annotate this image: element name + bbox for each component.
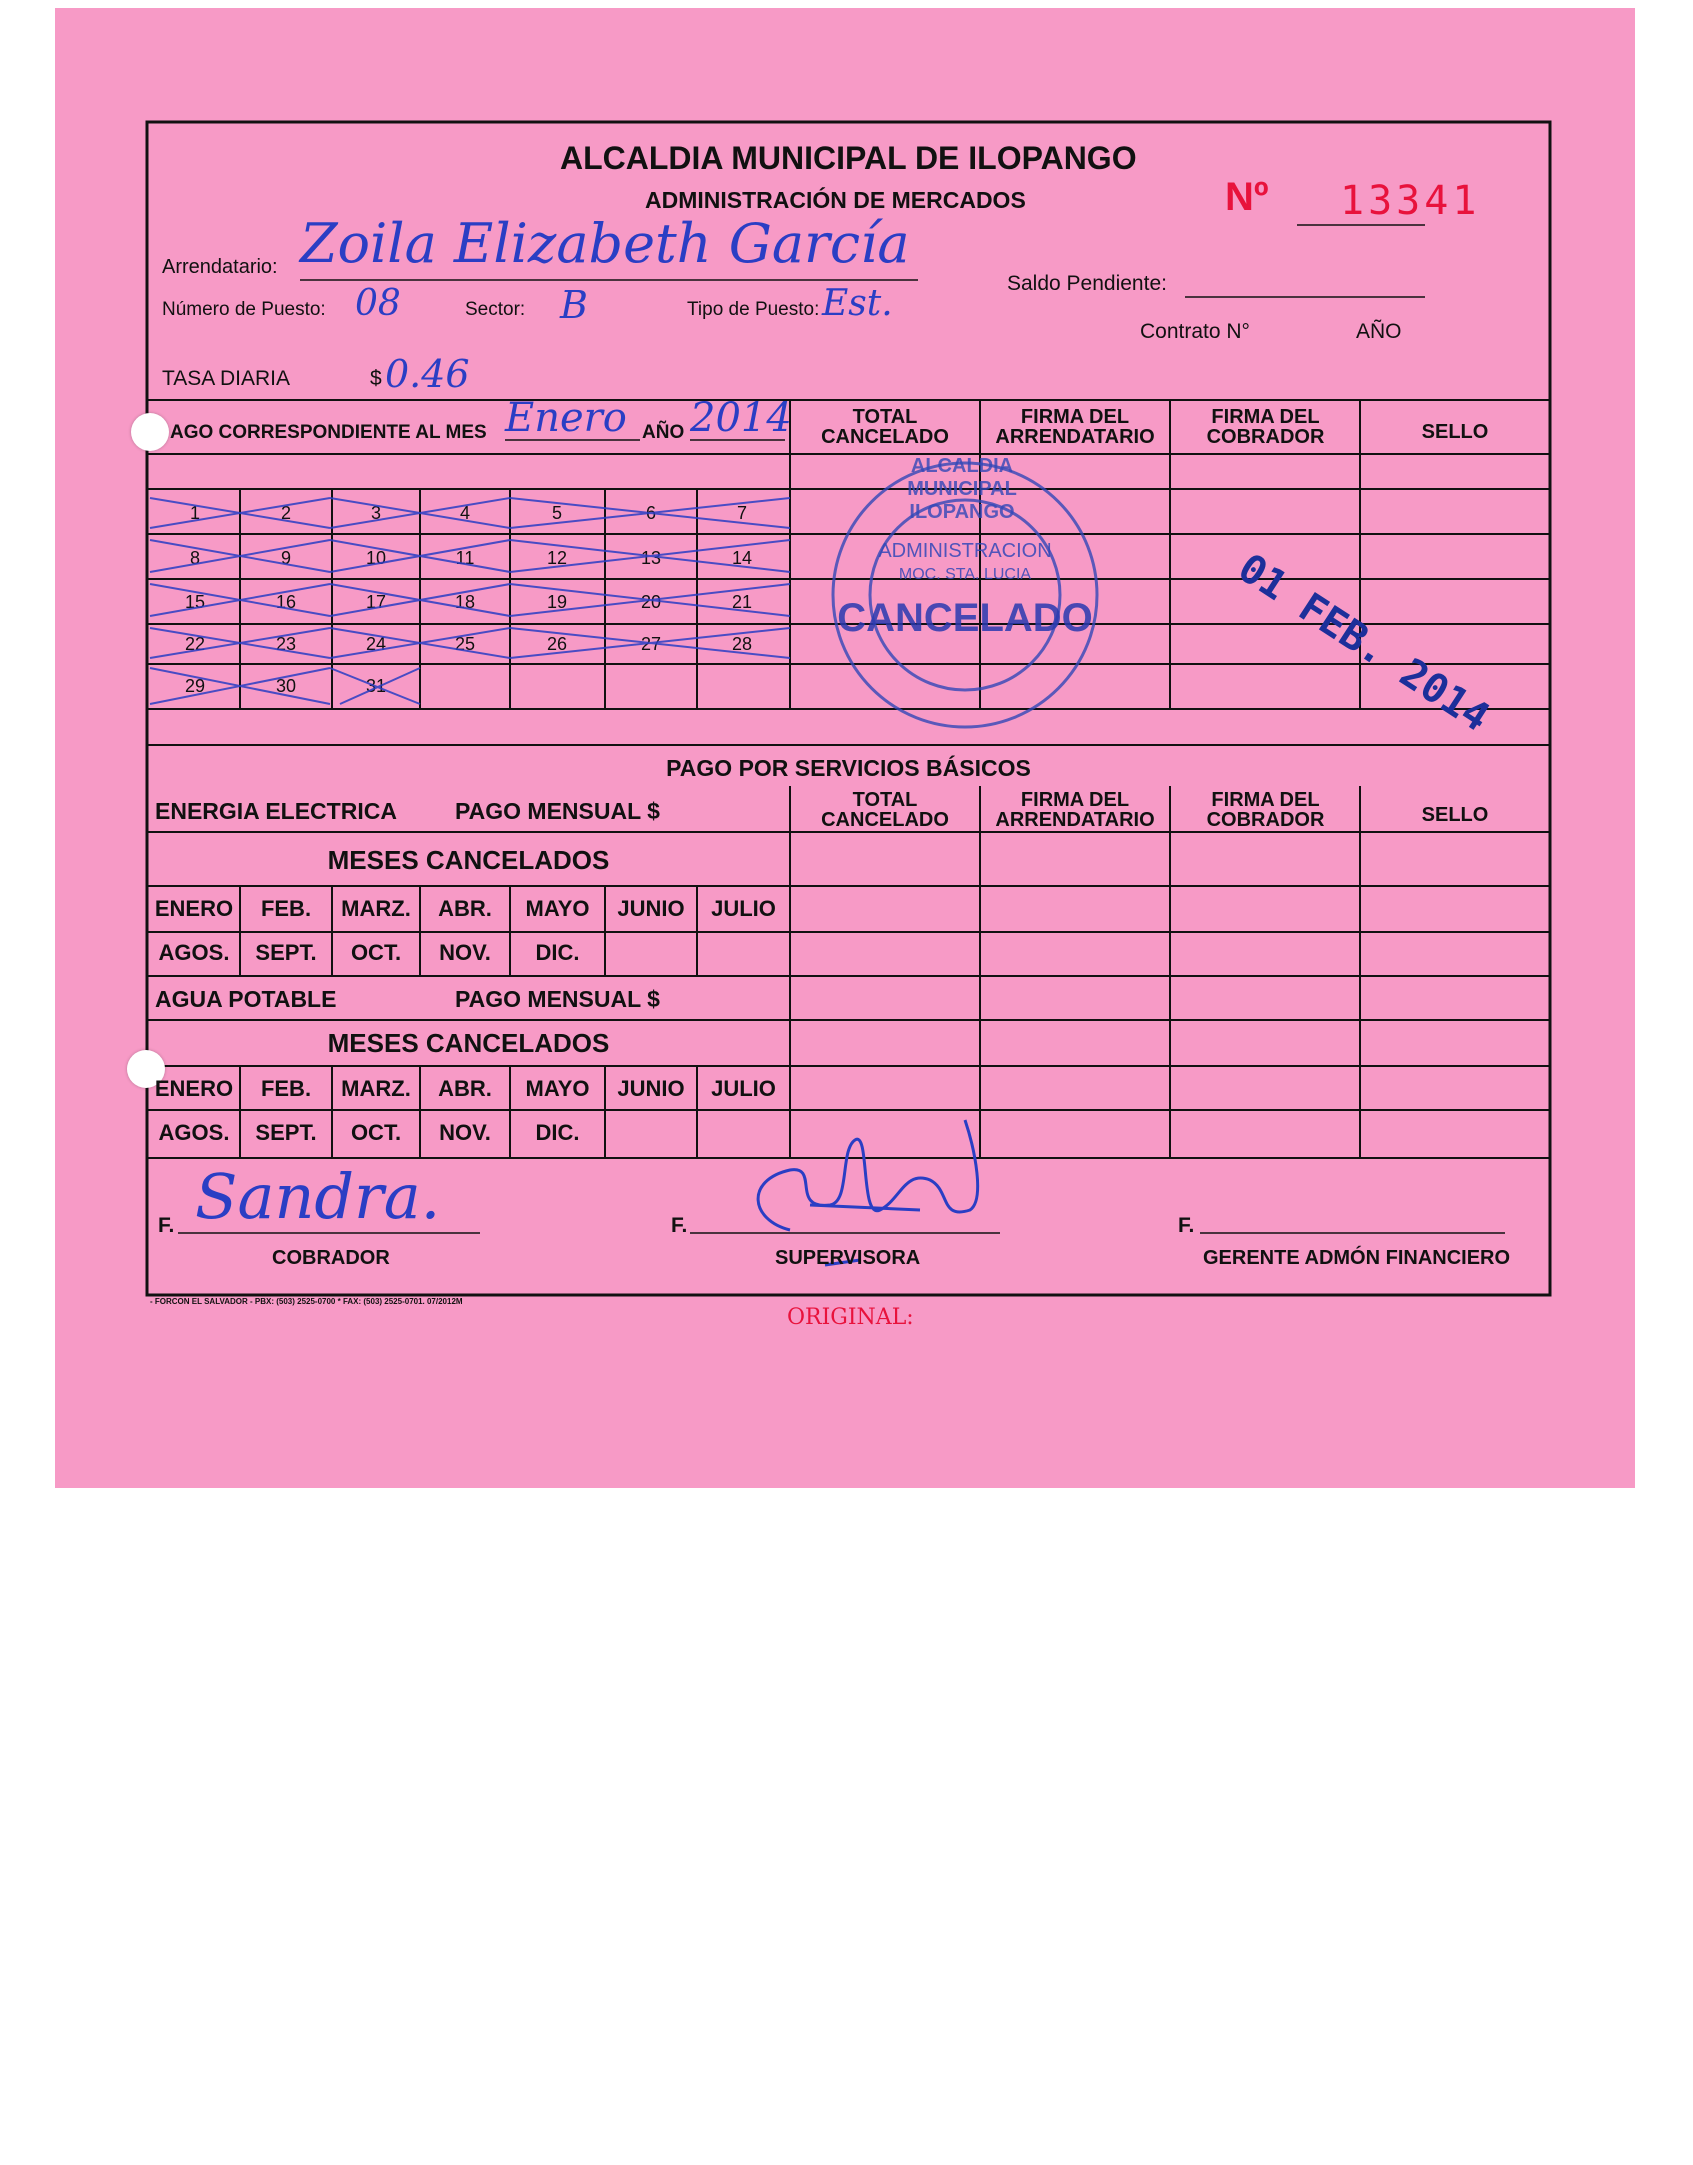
- month-cell: OCT.: [350, 1120, 402, 1145]
- month-cell: AGOS.: [158, 1120, 230, 1145]
- tasa-label: TASA DIARIA: [162, 367, 290, 390]
- supervisora-label: SUPERVISORA: [775, 1247, 921, 1269]
- copy-label: ORIGINAL:: [787, 1305, 914, 1330]
- day-cell: 12: [546, 548, 568, 568]
- month-cell: ABR.: [438, 1076, 492, 1101]
- page-subtitle: ADMINISTRACIÓN DE MERCADOS: [645, 187, 1026, 213]
- day-cell: 28: [731, 634, 753, 654]
- services-title: PAGO POR SERVICIOS BÁSICOS: [666, 755, 1031, 781]
- day-cell: 29: [184, 676, 206, 696]
- cobrador-f-label: F.: [158, 1214, 175, 1237]
- month-cell: MARZ.: [341, 1076, 411, 1101]
- receipt-number: 13341: [1340, 178, 1481, 224]
- stamp-line1: ADMINISTRACION: [878, 540, 1052, 562]
- month-cell: MAYO: [525, 896, 590, 921]
- month-cell: DIC.: [535, 940, 580, 965]
- energy-meses-label: MESES CANCELADOS: [327, 845, 610, 875]
- month-cell: FEB.: [260, 1076, 312, 1101]
- day-cell: 30: [275, 676, 297, 696]
- day-cell: 24: [365, 634, 387, 654]
- month-cell: JUNIO: [617, 896, 685, 921]
- day-cell: 14: [731, 548, 753, 568]
- day-cell: 5: [551, 503, 562, 523]
- svc-col-firma-arrendatario: FIRMA DEL ARRENDATARIO: [995, 789, 1155, 831]
- day-cell: 23: [275, 634, 297, 654]
- day-cell: 22: [184, 634, 206, 654]
- sector-label: Sector:: [465, 299, 526, 320]
- day-cell: 18: [454, 592, 476, 612]
- contrato-label: Contrato N°: [1140, 320, 1250, 343]
- month-cell: AGOS.: [158, 940, 230, 965]
- day-cell: 27: [640, 634, 662, 654]
- month-cell: SEPT.: [255, 940, 317, 965]
- month-cell: OCT.: [350, 940, 402, 965]
- month-cell: MARZ.: [341, 896, 411, 921]
- pago-anio-value: 2014: [690, 395, 792, 441]
- mes-value: Enero: [505, 395, 627, 441]
- svc-col-firma-cobrador: FIRMA DEL COBRADOR: [1206, 789, 1325, 831]
- water-monthly-label: PAGO MENSUAL $: [455, 986, 660, 1012]
- tasa-value: 0.46: [385, 352, 470, 396]
- tipo-value: Est.: [822, 283, 893, 324]
- day-cell: 20: [640, 592, 662, 612]
- energy-monthly-label: PAGO MENSUAL $: [455, 798, 660, 824]
- month-cell: NOV.: [439, 940, 491, 965]
- cobrador-signature: Sandra.: [195, 1160, 441, 1233]
- month-cell: SEPT.: [255, 1120, 317, 1145]
- month-cell: ENERO: [154, 1076, 234, 1101]
- mes-label: AGO CORRESPONDIENTE AL MES: [170, 422, 487, 443]
- month-cell: JULIO: [711, 896, 776, 921]
- stamp-line2: MOC. STA. LUCIA: [898, 566, 1032, 583]
- day-cell: 9: [280, 548, 291, 568]
- arrendatario-label: Arrendatario:: [162, 256, 278, 278]
- day-cell: 10: [365, 548, 387, 568]
- puesto-value: 08: [355, 283, 401, 324]
- day-cell: 11: [455, 548, 475, 568]
- gerente-f-label: F.: [1178, 1214, 1195, 1237]
- day-cell: 3: [370, 503, 381, 523]
- printer-imprint: - FORCON EL SALVADOR - PBX: (503) 2525-0700 * FAX: (503) 2525-0701. 07/2012M: [150, 1297, 463, 1306]
- day-cell: 17: [365, 592, 387, 612]
- day-cell: 1: [189, 503, 200, 523]
- svc-col-total: TOTAL CANCELADO: [821, 789, 949, 831]
- cobrador-label: COBRADOR: [272, 1247, 390, 1269]
- day-cell: 25: [454, 634, 476, 654]
- day-cell: 7: [736, 503, 747, 523]
- saldo-label: Saldo Pendiente:: [1007, 272, 1167, 295]
- svc-col-sello: SELLO: [1421, 804, 1489, 826]
- day-cell: 26: [546, 634, 568, 654]
- day-cell: 4: [459, 503, 470, 523]
- gerente-label: GERENTE ADMÓN FINANCIERO: [1203, 1247, 1511, 1269]
- stamp-date: 01 FEB. 2014: [1229, 545, 1498, 741]
- month-cell: ENERO: [154, 896, 234, 921]
- water-label: AGUA POTABLE: [155, 986, 337, 1012]
- day-cell: 13: [640, 548, 662, 568]
- receipt-number-label: Nº: [1225, 175, 1269, 219]
- month-cell: FEB.: [260, 896, 312, 921]
- col-firma-cobrador: FIRMA DEL COBRADOR: [1206, 406, 1325, 448]
- col-total: TOTAL CANCELADO: [821, 406, 949, 448]
- day-cell: 15: [184, 592, 206, 612]
- stamp-main: CANCELADO: [837, 596, 1093, 640]
- supervisora-signature: [730, 1110, 1000, 1270]
- col-sello: SELLO: [1421, 421, 1489, 443]
- arrendatario-value: Zoila Elizabeth García: [300, 212, 910, 275]
- month-cell: MAYO: [525, 1076, 590, 1101]
- pago-anio-label: AÑO: [642, 422, 685, 443]
- day-cell: 19: [546, 592, 568, 612]
- month-cell: JUNIO: [617, 1076, 685, 1101]
- month-cell: DIC.: [535, 1120, 580, 1145]
- day-cell: 16: [275, 592, 297, 612]
- page-title: ALCALDIA MUNICIPAL DE ILOPANGO: [560, 140, 1137, 176]
- month-cell: NOV.: [439, 1120, 491, 1145]
- day-cell: 6: [645, 503, 656, 523]
- water-meses-label: MESES CANCELADOS: [327, 1028, 610, 1058]
- day-cell: 2: [280, 503, 291, 523]
- col-firma-arrendatario: FIRMA DEL ARRENDATARIO: [995, 406, 1155, 448]
- day-cell: 8: [189, 548, 200, 568]
- sector-value: B: [560, 283, 588, 327]
- puesto-label: Número de Puesto:: [162, 299, 326, 320]
- contrato-anio-label: AÑO: [1356, 320, 1402, 343]
- supervisora-f-label: F.: [671, 1214, 688, 1237]
- tipo-label: Tipo de Puesto:: [687, 299, 820, 320]
- tasa-currency: $: [370, 367, 382, 390]
- month-cell: ABR.: [438, 896, 492, 921]
- month-cell: JULIO: [711, 1076, 776, 1101]
- day-cell: 21: [731, 592, 753, 612]
- day-cell: 31: [365, 676, 387, 696]
- stamp-ring: ALCALDIA MUNICIPAL ILOPANGO: [907, 455, 1017, 523]
- energy-label: ENERGIA ELECTRICA: [155, 798, 397, 824]
